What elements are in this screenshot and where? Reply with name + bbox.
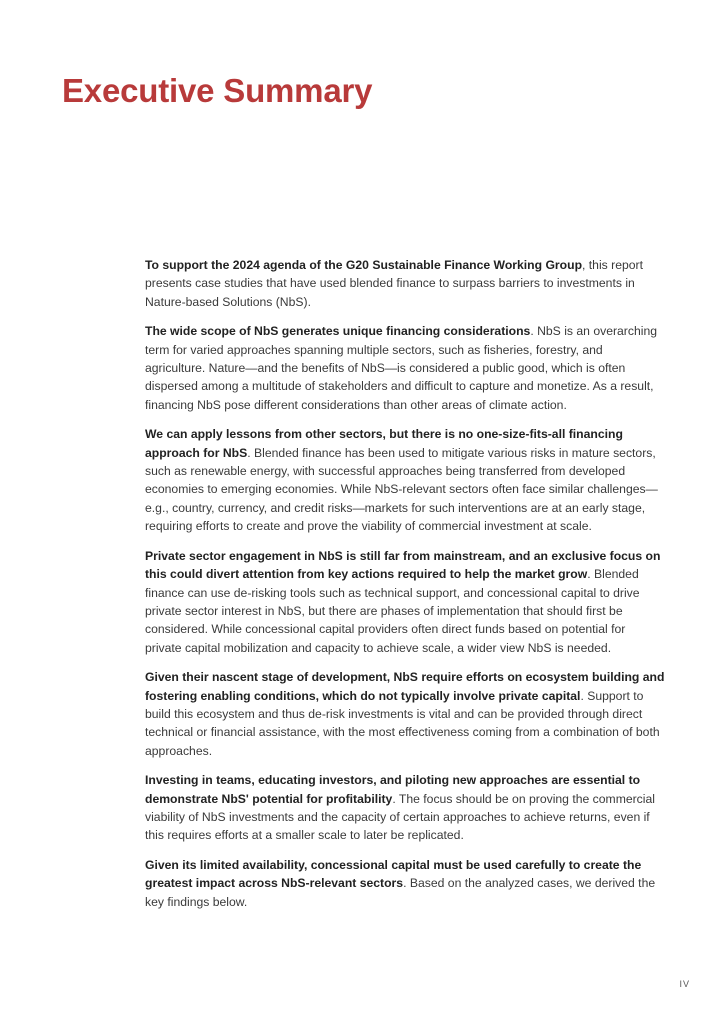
paragraph-text: . Based on the analyzed cases, we derived the key findings below. <box>145 876 656 909</box>
paragraph-concessional-capital <box>145 856 665 911</box>
summary-body <box>145 256 665 922</box>
paragraph-ecosystem <box>145 668 665 760</box>
paragraph-private-sector <box>145 547 665 657</box>
paragraph-wide-scope <box>145 322 665 414</box>
paragraph-investing-teams <box>145 771 665 845</box>
paragraph-lead: To support the 2024 agenda of the G20 Sustainable Finance Working Group <box>145 258 583 272</box>
paragraph-text: . Blended finance has been used to mitigate various risks in mature sectors, such as renewable energy, with successful approaches being transferred from developed economies to emerging economies. While NbS-relevant sectors often face similar challenges—e.g., country, currency, and credit risks—markets for such interventions are at an early stage, requiring efforts to create and prove the viability of commercial investment at scale. <box>145 445 658 534</box>
paragraph-lead: We can apply lessons from other sectors, but there is no one-size-fits-all financing approach for NbS <box>145 427 623 460</box>
paragraph-text: . NbS is an overarching term for varied approaches spanning multiple sectors, such as fisheries, forestry, and agriculture. Nature—and the benefits of NbS—is considered a public good, which is often dispersed among a multitude of stakeholders and difficult to capture and monetize. As a result, financing NbS pose different considerations than other areas of climate action. <box>145 324 658 412</box>
paragraph-lead: Private sector engagement in NbS is still far from mainstream, and an exclusive focus on this could divert attention from key actions required to help the market grow <box>145 548 661 582</box>
paragraph-lead: The wide scope of NbS generates unique financing considerations <box>145 324 531 339</box>
paragraph-text: , this report presents case studies that have used blended finance to surpass barriers to investments in Nature-based Solutions (NbS). <box>145 258 643 309</box>
paragraph-lead: Given their nascent stage of development, NbS require efforts on ecosystem building and fostering enabling conditions, which do not typically involve private capital <box>145 670 665 703</box>
paragraph-g20-agenda <box>145 256 665 311</box>
paragraph-text: . Blended finance can use de-risking tools such as technical support, and concessional capital to drive private sector interest in NbS, but there are phases of implementation that should first be considered. While concessional capital providers often direct funds based on potential for private capital mobilization and capacity to achieve scale, a wider view NbS is needed. <box>145 567 640 655</box>
page-title: Executive Summary <box>62 72 373 109</box>
paragraph-lead: Investing in teams, educating investors, and piloting new approaches are essential to demonstrate NbS' potential for profitability <box>145 773 641 806</box>
paragraph-lead: Given its limited availability, concessional capital must be used carefully to create the greatest impact across NbS-relevant sectors <box>145 857 642 891</box>
paragraph-lessons <box>145 425 665 535</box>
page-number: IV <box>679 979 690 989</box>
paragraph-text: . The focus should be on proving the commercial viability of NbS investments and the capacity of certain approaches to achieve returns, even if this requires efforts at a smaller scale to later be replicated. <box>145 791 655 843</box>
paragraph-text: . Support to build this ecosystem and thus de-risk investments is vital and can be provided through direct technical or financial assistance, with the most effectiveness coming from a combination of both approaches. <box>145 688 660 758</box>
